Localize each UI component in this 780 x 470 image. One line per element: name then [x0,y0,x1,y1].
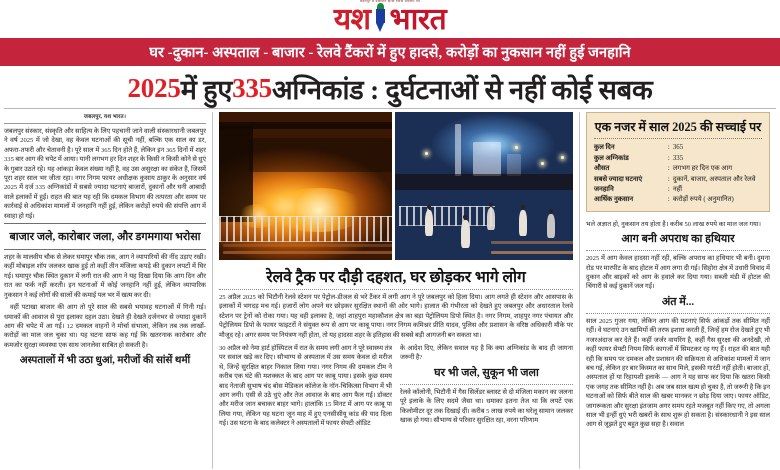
center-col-a-text: 30 अप्रैल को नेमा हार्ट हॉस्पिटल में रात के समय लगी आग ने पूरे स्वास्थ्य तंत्र पर सवाल खड़े कर दिए। सौभाग्य से अस्पताल में उस समय केवल दो मरीज थे, जिन्हें सुरक्षित बाहर निकाल लिया गया। नगर निगम की दमकल टीम ने करीब एक घंटे की मशक्कत के बाद आग पर काबू पाया। इसके कुछ समय बाद नेताजी सुभाष चंद बोस मेडिकल कॉलेज के नॉन-चिकित्सा विभाग में भी आग लगी। एसी से उठे धुएं और तेज आवाज के बाद आग फैल गई। डॉक्टर और मरीज जान बचाकर बाहर भागे। हालांकि 15 मिनट में आग पर काबू पा लिया गया, लेकिन यह घटना जून माह में हुए एनसीसीयू कांड की याद दिला गई। उस घटना के बाद कलेक्टर ने अस्पतालों में फायर सेफ्टी ऑडिट [219,345,392,428]
dateline: जबलपुर, यश भारत। [83,114,127,120]
factbox-rule [594,138,762,139]
fact-colon: : [667,144,670,152]
photo-tanker-fire [219,112,392,260]
fact-colon: : [667,196,670,204]
caption-rule [219,289,573,290]
table-row [594,195,762,205]
factbox-title: एक नजर में साल 2025 की सच्चाई पर [594,120,762,134]
right-subhead-1: आग बनी अपराध का हथियार [621,233,735,246]
right-paragraph-2: साल 2025 गुजर गया, लेकिन आग की घटनाएं सिर्फ आंकड़ों तक सीमित नहीं रहीं। वे घटनाएं उन खामियों की तरफ इशारा करती हैं, जिन्हें हम रोज देखते हुए भी नजरअंदाज कर देते हैं। कहीं जर्जर वायरिंग है, कहीं गैस सुरक्षा की अनदेखी, तो कहीं फायर सेफ्टी नियम सिर्फ कागजों में सिमटकर रह गए हैं। राहत की बात यही रही कि समय पर दमकल और प्रशासन की सक्रियता से अधिकांश मामलों में जान बच गई, लेकिन हर बार किस्मत का साथ मिले, इसकी गारंटी नहीं होती। बाजार हों, अस्पताल हों या रिहायशी इलाके — आग ने यह साफ कर दिया कि खतरा किसी एक जगह तक सीमित नहीं है। अब जब साल खत्म हो चुका है, तो जरूरी है कि इन घटनाओं को सिर्फ बीते साल की खबर मानकर न छोड़ दिया जाए। फायर ऑडिट, जागरूकता और सुरक्षा इंतजाम अगर समय रहते मजबूत नहीं किए गए, तो अगला साल भी इन्हीं धुएं भरी खबरों के साथ शुरू हो सकता है। संस्कारधानी ने इस साल आग से जूझते हुए बहुत कुछ सहा है। सवाल [586,317,770,429]
kicker-ribbon [0,38,780,66]
table-row [594,174,762,184]
photo-row [219,112,573,260]
left-paragraph-1: जबलपुर संस्कार, संस्कृति और साहित्य के लिए पहचानी जाने वाली संस्कारधानी जबलपुर ने वर्ष 2025 में जो देखा, वह केवल घटनाओं की सूची नहीं, बल्कि एक साल का डर, अफरा-तफरी और चेतावनी है। पूरे साल में 365 दिन होते हैं, लेकिन इन 365 दिनों में शहर 335 बार आग की चपेट में आया। यानी लगभग हर दिन शहर के किसी न किसी कोने से धुएं के गुबार उठते रहे। यह आंकड़ा केवल संख्या नहीं है, वह उस असुरक्षा का संकेत है, जिसमें पूरा शहर साल भर जीता रहा। नगर निगम फायर अधीक्षक कुसाय ठाकुर के अनुसार वर्ष 2025 में दर्ज 335 अग्निकांडों में सबसे ज्यादा घटनाएं बाजारों, दुकानों और घनी आबादी वाले इलाकों में हुईं। राहत की बात यह रही कि दमकल विभाग की तत्परता और समय पर कार्रवाई से अधिकांश मामलों में जनहानि नहीं हुई, लेकिन करोड़ों रुपये की संपत्ति आग में स्वाहा हो गई। [4,128,206,220]
factbox-note: भले अज्ञात हो, नुकसान तय होता है। करीब 50 लाख रुपये का माल जल गया। [586,221,761,229]
right-rule-1 [586,250,770,251]
fact-key: सबसे ज्यादा घटनाएं [594,175,643,183]
fact-value: नहीं [672,185,683,193]
photo-people-fleeing [395,112,573,260]
fact-colon: : [667,154,670,162]
headline-mid1: में हुए [180,74,233,105]
fact-value: 365 [672,144,684,152]
photo-caption: रेलवे ट्रैक पर दौड़ी दहशत, घर छोड़कर भागे लोग [266,269,526,286]
left-subhead-2: अस्पतालों में भी उठा धुआं, मरीजों की सांसें थमीं [19,355,191,367]
left-subhead-1: बाजार जले, कारोबार जला, और डगमगाया भरोसा [9,231,201,244]
fact-colon: : [667,185,670,193]
headline-year: 2025 [127,72,181,103]
fact-key: कुल अग्निकांड [594,154,629,162]
left-paragraph-3: वहीं पटाखा बाजार की आग तो पूरे साल की सबसे भयावह घटनाओं में गिनी गई। धमाकों की आवाज से पूरा इलाका दहल उठा। देखते ही देखते दर्जनभर से ज्यादा दुकानें आग की चपेट में आ गईं। 12 दमकल वाहनों ने मोर्चा संभाला, लेकिन तब तक लाखों-करोड़ों का माल जल चुका था। यह घटना साफ कह गई कि खतरनाक कारोबार और कमजोर सुरक्षा व्यवस्था एक साथ जानलेवा साबित हो सकती है। [4,304,206,349]
table-row [594,153,762,163]
table-row [594,164,762,174]
left-column [4,112,212,469]
fact-colon: : [667,175,670,183]
right-rule-2 [586,313,770,314]
fact-key: औसत [594,165,610,173]
fact-key: जनहानि [594,185,614,193]
right-column [580,112,770,469]
body-grid [0,109,780,469]
right-paragraph-1: 2025 में आग केवल हादसा नहीं रही, बल्कि अपराध का हथियार भी बनी। दुमना रोड पर मारपीट के बाद होटल में आग लगा दी गई। सिहोरा क्षेत्र में उधारी विवाद में दुकान और बाइकों को आग के हवाले कर दिया गया। सब्जी मंडी में होटल की चिंगारी से कई दुकानें जल गईं। [586,255,770,291]
center-lead-paragraph: 25 अप्रैल 2025 को भिटौनी रेलवे स्टेशन पर पेट्रोल-डीजल से भरे टैंकर में लगी आग ने पूरे जबलपुर को हिला दिया। आग लगते ही स्टेशन और आसपास के इलाकों में भगदड़ मच गई। हजारों लोग अपने घर छोड़कर सुरक्षित स्थानों की ओर भागे। हालात की गंभीरता को देखते हुए जबलपुर और अधारताल रेलवे स्टेशन पर ट्रेनों को रोका गया। यह वही इलाका है, जहां शाहपुरा महाकौशल क्षेत्र का बड़ा पेट्रोलियम डिपो स्थित है। नगर निगम, शाहपुर नगर पंचायत और पेट्रोलियम डिपो के फायर फाइटरों ने संयुक्त रूप से आग पर काबू पाया। नगर निगम कमिश्नर प्रीति यादव, पुलिस और प्रशासन के वरिष्ठ अधिकारी मौके पर मौजूद रहे। अगर समय पर नियंत्रण नहीं होता, तो यह हादसा शहर के इतिहास की सबसे बड़ी आगजनी बन सकता था। [219,294,573,339]
newspaper-logo [333,0,447,36]
center-col-b-text-bottom: रेलवे कॉलोनी, भिटौनी में गैस सिलेंडर ब्लास्ट से दो मंजिला मकान का जलना पूरे इलाके के लिए सदमे जैसा था। धमाका इतना तेज था कि लपटें एक किलोमीटर दूर तक दिखाई दीं। करीब 5 लाख रुपये का घरेलू सामान जलकर खाक हो गया। सौभाग्य से परिवार सुरक्षित रहा, वरना परिणाम [400,388,573,425]
dateline-rule [4,123,206,124]
page-headline [0,66,780,108]
logo-word-bharat: भारत [389,3,447,36]
kicker-text: घर -दुकान- अस्पताल - बाजार - रेलवे टैंकरों में हुए हादसे, करोड़ों का नुकसान नहीं हुई जनहानि [149,45,631,61]
logo-word-yash: यश [333,3,371,36]
headline-rest: अग्निकांड : दुर्घटनाओं से नहीं कोई सबक [271,74,653,105]
fact-key: कुल दिन [594,144,615,152]
left-rule-1 [4,223,206,224]
center-subhead: घर भी जले, सुकून भी जला [434,366,539,379]
right-subhead-2: अंत में... [661,295,695,308]
pen-nib-icon [374,3,387,35]
fact-value: 335 [672,154,684,162]
fact-value: दुकानें, बाजार, अस्पताल और रेलवे [672,175,756,183]
fact-colon: : [667,165,670,173]
fact-value: लगभग हर दिन एक आग [672,165,733,173]
table-row [594,143,762,153]
center-column [212,112,580,469]
center-subhead-rule [400,384,573,385]
fact-key: आर्थिक नुकसान [594,196,634,204]
center-col-b-text-top: के आदेश दिए, लेकिन सवाल यह है कि क्या अग्निकांड के बाद ही जागना जरूरी है? [400,345,573,362]
factbox [586,112,770,212]
factbox-table [594,143,762,205]
headline-count: 335 [232,72,272,103]
left-paragraph-2: शहर के मालवीय चौक से लेकर घमापुर चौक तक, आग ने व्यापारियों की नींद उड़ाए रखी। कहीं मोबाइल शॉप जलकर खाक हुई तो कहीं तीन मंजिला कपड़े की दुकान लपटों में घिर गई। घमापुर चौक स्थित दुकान में लगी रात की आग ने यह दिखा दिया कि आग दिन और रात का फर्क नहीं करती। इन घटनाओं में कोई जनहानि नहीं हुई, लेकिन व्यापारिक नुकसान ने कई लोगों की सालों की कमाई पल भर में खत्म कर दी। [4,254,206,299]
table-row [594,185,762,195]
masthead [0,0,780,38]
masthead-micro-text: जबलपुर से प्रकाशित हिन्दी दैनिक समाचार पत्र [359,0,421,3]
left-rule-2 [4,249,206,250]
fact-value: करोड़ों रुपये ( अनुमानित) [672,196,734,204]
